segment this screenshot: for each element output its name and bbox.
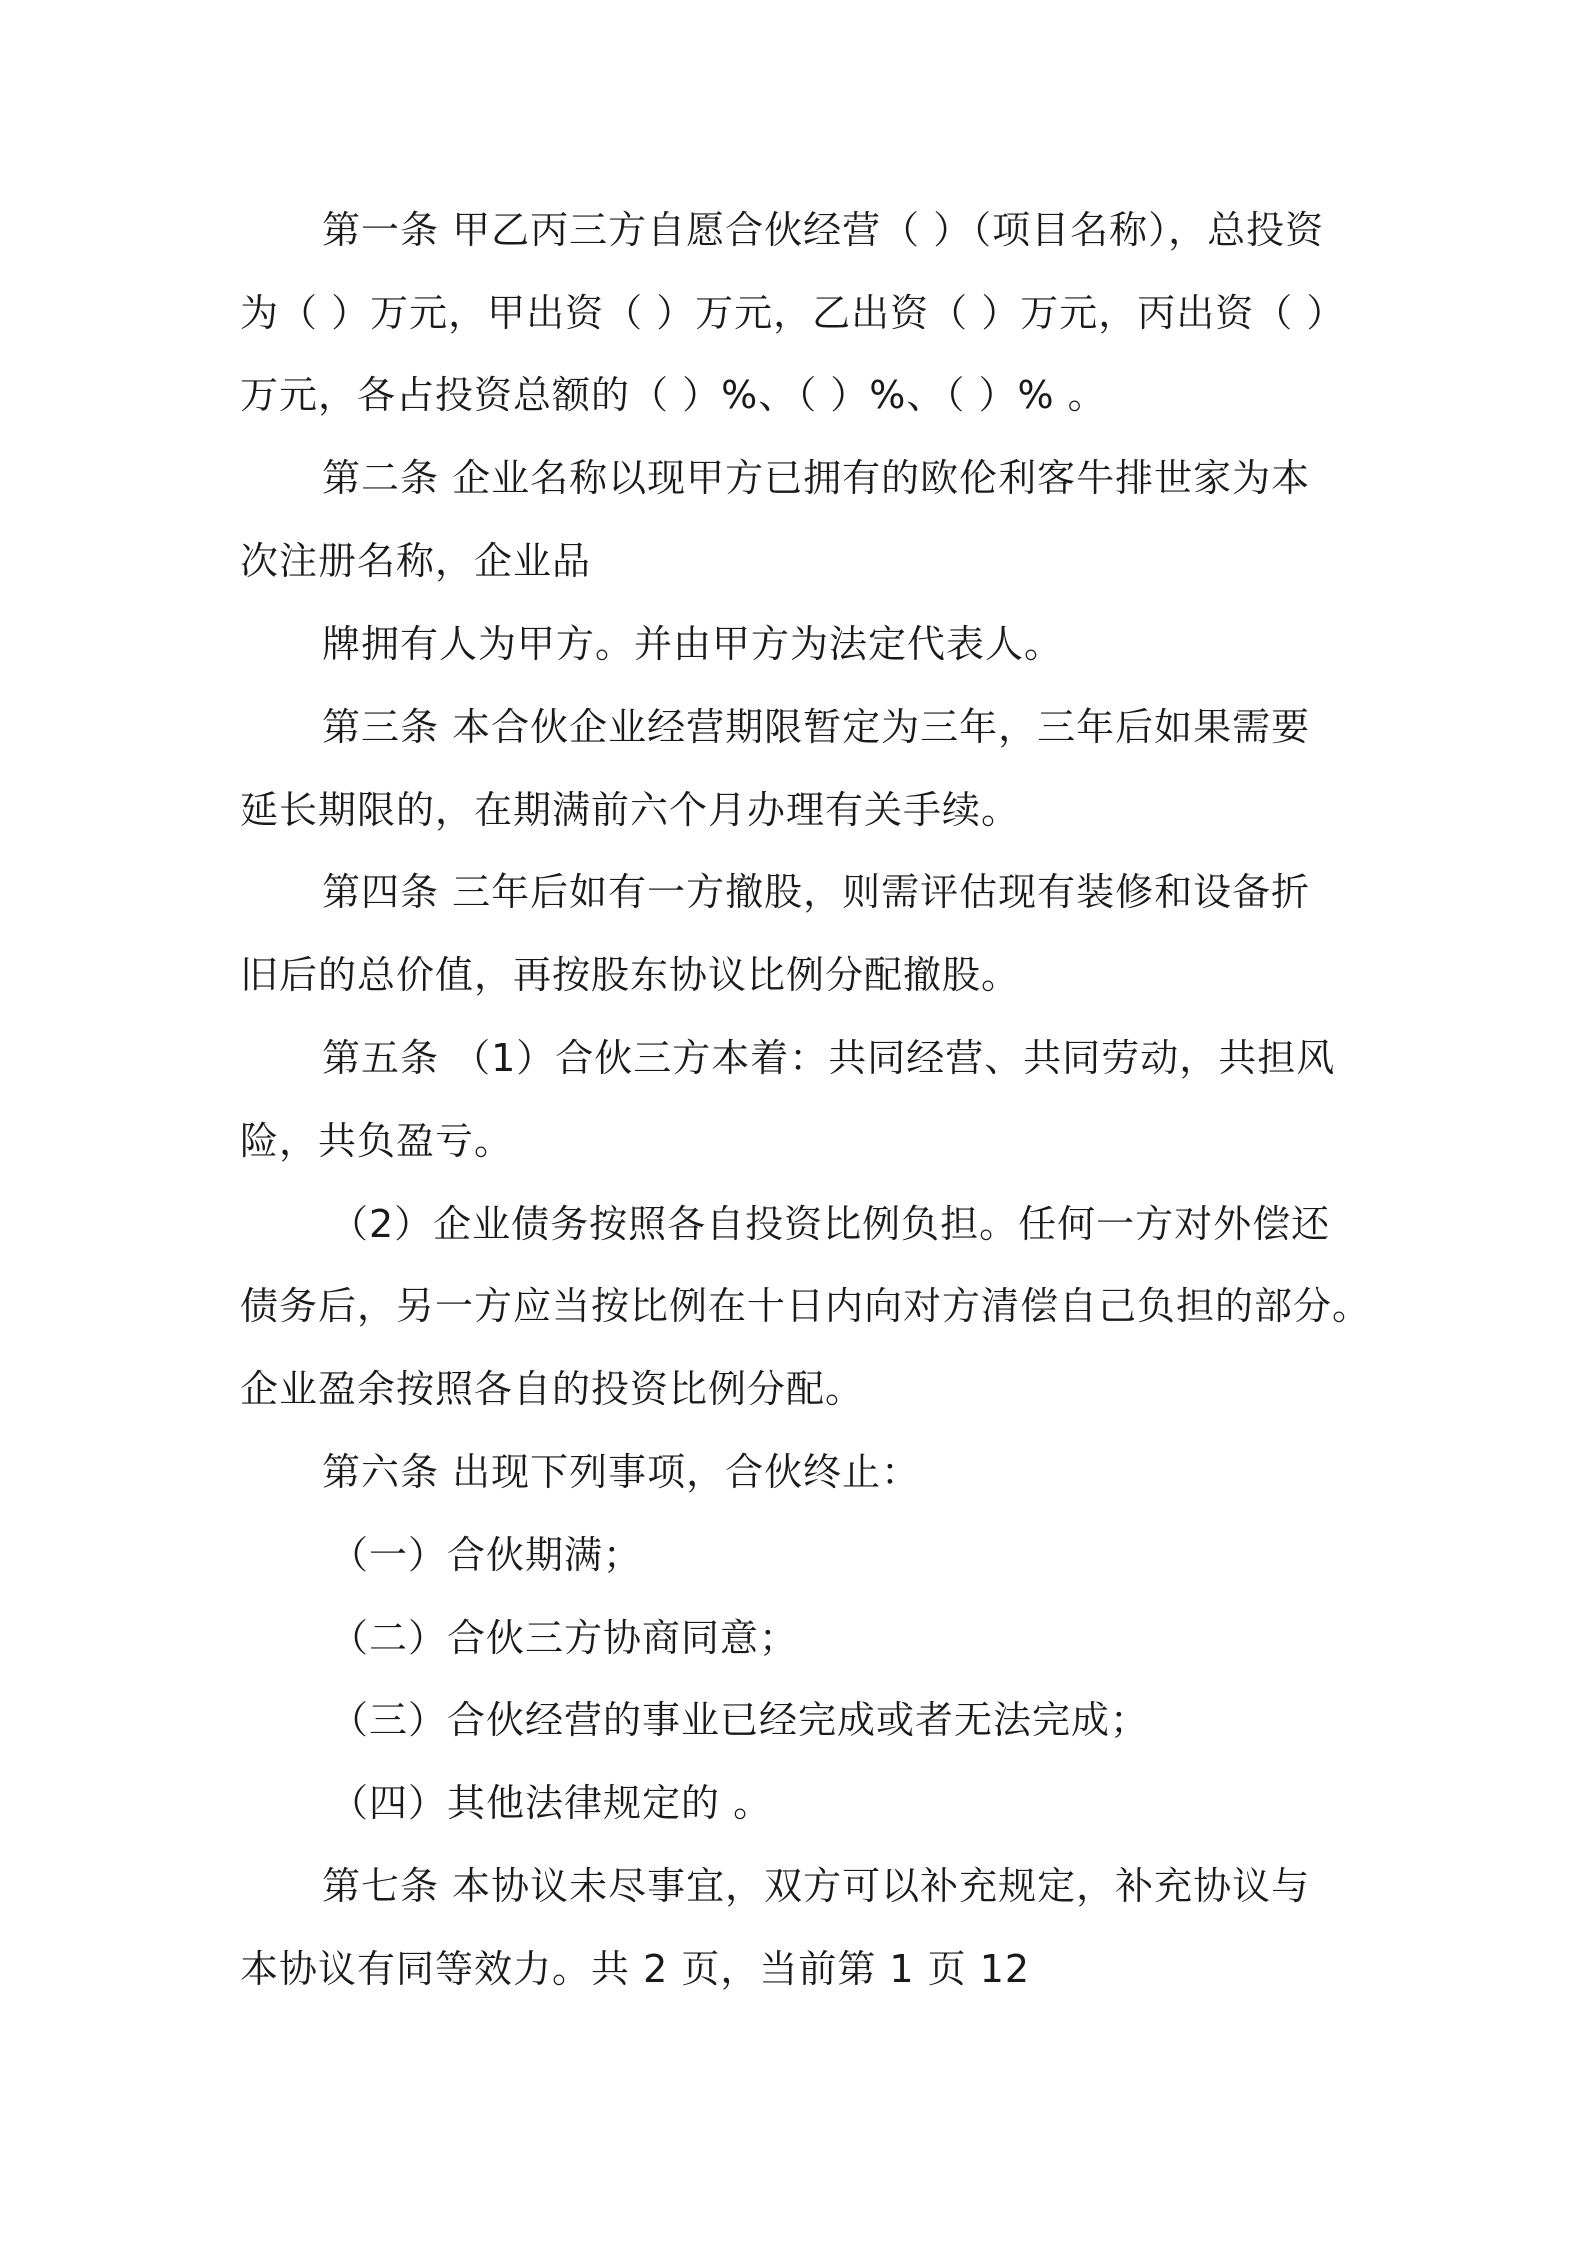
article-7-line-2: 本协议有同等效力。共 2 页，当前第 1 页 12	[240, 1947, 1031, 1991]
article-4-line-2: 旧后的总价值，再按股东协议比例分配撤股。	[240, 953, 1021, 997]
article-5-line-5: 企业盈余按照各自的投资比例分配。	[240, 1367, 865, 1411]
article-6-item-2: （二）合伙三方协商同意；	[330, 1616, 799, 1660]
article-5-line-2: 险，共负盈亏。	[240, 1119, 514, 1163]
article-5-line-3: （2）企业债务按照各自投资比例负担。任何一方对外偿还	[330, 1202, 1331, 1246]
article-4-line-1: 第四条 三年后如有一方撤股，则需评估现有装修和设备折	[322, 870, 1311, 914]
article-5-line-1: 第五条 （1）合伙三方本着：共同经营、共同劳动，共担风	[322, 1036, 1336, 1080]
article-2-line-3: 牌拥有人为甲方。并由甲方为法定代表人。	[322, 622, 1064, 666]
article-3-line-1: 第三条 本合伙企业经营期限暂定为三年，三年后如果需要	[322, 705, 1311, 749]
article-1-line-1: 第一条 甲乙丙三方自愿合伙经营（ ）（项目名称），总投资	[322, 208, 1325, 252]
article-6-item-3: （三）合伙经营的事业已经完成或者无法完成；	[330, 1698, 1150, 1742]
article-5-line-4: 债务后，另一方应当按比例在十日内向对方清偿自己负担的部分。	[240, 1284, 1372, 1328]
article-1-line-2: 为（ ）万元，甲出资（ ）万元，乙出资（ ）万元，丙出资（ ）	[240, 291, 1346, 335]
article-2-line-2: 次注册名称，企业品	[240, 539, 592, 583]
article-6-item-4: （四）其他法律规定的 。	[330, 1781, 773, 1825]
article-2-line-1: 第二条 企业名称以现甲方已拥有的欧伦利客牛排世家为本	[322, 456, 1311, 500]
article-6-line-1: 第六条 出现下列事项，合伙终止：	[322, 1450, 921, 1494]
article-6-item-1: （一）合伙期满；	[330, 1533, 643, 1577]
article-1-line-3: 万元，各占投资总额的（ ）%、（ ）%、（ ）% 。	[240, 373, 1107, 417]
article-3-line-2: 延长期限的，在期满前六个月办理有关手续。	[240, 788, 1021, 832]
article-7-line-1: 第七条 本协议未尽事宜，双方可以补充规定，补充协议与	[322, 1864, 1311, 1908]
